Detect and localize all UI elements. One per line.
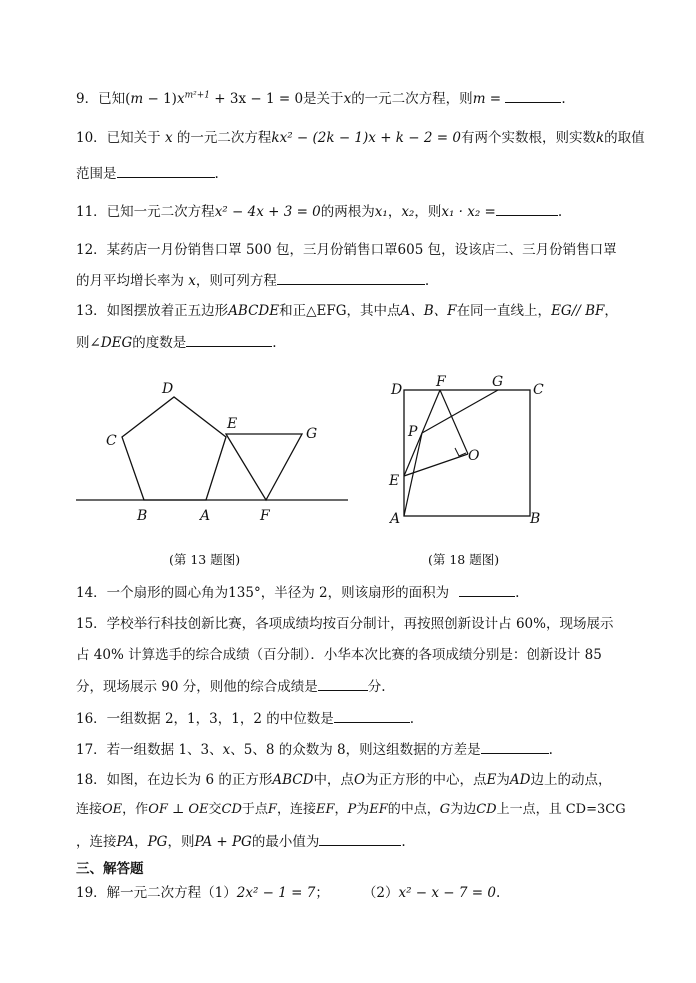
q18-ef: EF <box>315 802 335 817</box>
q10-text-c: 有两个实数根，则实数 <box>460 130 596 146</box>
q18-text-r: ，则 <box>167 834 195 850</box>
q9-paren: ( <box>125 91 131 107</box>
question-10 <box>76 128 645 148</box>
q18-o: O <box>353 772 366 788</box>
q18-f: F <box>267 802 277 817</box>
fig18-label-C: C <box>533 382 544 398</box>
q9-exponent: m²+1 <box>184 90 210 101</box>
q9-text: + 3x − 1 = 0是关于 <box>209 91 344 107</box>
q19-text-c: （2） <box>362 885 399 901</box>
question-15-line3 <box>76 676 386 697</box>
fig18-label-E: E <box>389 473 400 489</box>
q18-ad: AD <box>509 772 531 788</box>
q12-text-line1: 12．某药店一月份销售口罩 500 包，三月份销售口罩605 包，设该店二、三月份销售口罩 <box>76 242 617 258</box>
q18-perp: OF ⊥ OE <box>148 802 209 817</box>
q10-text-a: 10．已知关于 <box>76 130 165 146</box>
q15-line1: 15．学校举行科技创新比赛，各项成绩均按百分制计，再按照创新设计占 60%，现场展示 <box>76 616 614 632</box>
q17-answer-blank[interactable] <box>481 739 549 754</box>
question-13 <box>76 301 618 321</box>
q18-square: ABCD <box>272 772 314 788</box>
q18-text-s: 的最小值为 <box>251 834 320 850</box>
fig18-label-A: A <box>390 511 401 527</box>
q18-text-n: 为边 <box>450 802 477 817</box>
q12-end: . <box>424 273 430 289</box>
section-title-solve: 三、解答题 <box>76 861 144 877</box>
q18-pa: PA <box>116 834 135 850</box>
question-10-line2 <box>76 163 219 184</box>
q13-end: . <box>272 335 277 351</box>
q11-product: x₁ · x₂ = <box>441 204 496 220</box>
fig13-caption: (第 13 题图) <box>169 552 241 567</box>
q13-text-c: 在同一直线上， <box>456 303 552 319</box>
fig13-label-B: B <box>137 508 148 524</box>
q13-answer-blank[interactable] <box>186 332 272 347</box>
fig13-label-C: C <box>106 433 117 449</box>
q13-points: A、B、F <box>400 303 457 319</box>
q18-text-d: 为 <box>496 772 510 788</box>
question-18-line2 <box>76 800 626 820</box>
q15-answer-blank[interactable] <box>318 676 368 691</box>
q17-var-x: x <box>222 742 231 758</box>
fig13-triangle <box>226 434 302 500</box>
fig18-label-G: G <box>492 374 504 390</box>
q10-text-b: 的一元二次方程 <box>172 130 272 146</box>
q18-text-a: 18．如图，在边长为 6 的正方形 <box>76 772 273 788</box>
q18-text-b: 中，点 <box>313 772 354 788</box>
fig13-label-A: A <box>200 508 211 524</box>
q9-end: . <box>561 91 566 107</box>
q11-answer-blank[interactable] <box>496 201 558 216</box>
q15-line2: 占 40% 计算选手的综合成绩（百分制）．小华本次比赛的各项成绩分别是：创新设计 85 <box>76 647 602 663</box>
q9-var-m2: m <box>472 91 486 107</box>
q13-text-a: 13．如图摆放着正五边形 <box>76 303 229 319</box>
q9-answer-blank[interactable] <box>505 88 561 103</box>
q9-var-x2: x <box>343 91 352 107</box>
fig13-label-D: D <box>162 381 174 397</box>
q17-end: . <box>548 742 553 758</box>
q18-text-e: 边上的动点， <box>530 772 612 788</box>
q17-text-a: 17．若一组数据 1、3、 <box>76 742 223 758</box>
q18-p: P <box>347 802 357 817</box>
q10-text-d: 的取值 <box>604 130 645 146</box>
q18-cd2: CD <box>476 802 497 817</box>
q10-var-x: x <box>164 130 173 146</box>
q12-var-x: x <box>188 273 196 289</box>
q9-minus: − 1) <box>143 91 177 107</box>
q9-prefix: 9．已知 <box>76 91 126 107</box>
fig18-label-D: D <box>391 382 403 398</box>
q11-comma: ， <box>387 204 402 220</box>
q16-end: . <box>409 711 415 727</box>
q17-text-b: 、5、8 的众数为 8，则这组数据的方差是 <box>230 742 481 758</box>
q18-text-i: 于点 <box>241 802 268 817</box>
fig18-caption: (第 18 题图) <box>428 552 500 567</box>
q9-eq: = <box>485 91 506 107</box>
fig13-label-G: G <box>306 426 318 442</box>
fig18-label-P: P <box>408 424 418 440</box>
q18-text-g: ，作 <box>122 802 149 817</box>
q19-equation-1: 2x² − 1 = 7 <box>236 885 316 901</box>
question-11 <box>76 201 562 222</box>
q10-answer-blank[interactable] <box>117 163 215 178</box>
q13-angle: DEG <box>100 335 133 351</box>
question-18 <box>76 770 611 790</box>
q18-e: E <box>486 772 497 788</box>
q16-text: 16．一组数据 2，1，3，1，2 的中位数是 <box>76 711 334 727</box>
question-19 <box>76 883 500 903</box>
q10-equation: kx² − (2k − 1)x + k − 2 = 0 <box>271 130 461 146</box>
q18-text-j: ，连接 <box>276 802 316 817</box>
q18-end: . <box>401 834 406 850</box>
q13-pentagon: ABCDE <box>228 303 280 319</box>
q18-text-l: 为 <box>356 802 370 817</box>
fig18-segment-FO <box>440 390 468 454</box>
fig18-label-O: O <box>468 448 480 464</box>
q19-text-b: ； <box>315 885 329 901</box>
q12-text-b: ，则可列方程 <box>195 273 277 289</box>
q14-answer-blank[interactable] <box>459 582 515 597</box>
q18-ef2: EF <box>369 802 388 817</box>
q18-pg: PG <box>147 834 168 850</box>
q9-text2: 的一元二次方程，则 <box>351 91 473 107</box>
q9-var-x: x <box>176 91 185 107</box>
fig18-label-B: B <box>530 511 541 527</box>
q11-x1: x₁ <box>374 204 388 220</box>
question-15-line2 <box>76 645 602 665</box>
q15-line3-b: 分. <box>367 679 386 695</box>
q10-end: . <box>214 166 219 182</box>
fig18-segment-PG <box>422 390 498 433</box>
q19-text-a: 19．解一元二次方程（1） <box>76 885 237 901</box>
q19-equation-2: x² − x − 7 = 0 <box>398 885 496 901</box>
q14-text: 14．一个扇形的圆心角为135°，半径为 2，则该扇形的面积为 <box>76 585 450 601</box>
question-15 <box>76 614 613 634</box>
q14-end: . <box>515 585 520 601</box>
q18-text-k: ， <box>334 802 348 817</box>
q11-end: . <box>557 204 563 220</box>
q18-g: G <box>439 802 451 817</box>
q18-text-p: ，连接 <box>76 834 117 850</box>
q13-parallel: EG// BF <box>551 303 605 319</box>
q16-answer-blank[interactable] <box>334 708 410 723</box>
q18-sum: PA + PG <box>194 834 252 850</box>
q9-var-m: m <box>130 91 144 107</box>
question-13-line2 <box>76 332 277 353</box>
q18-text-q: ， <box>134 834 148 850</box>
q10-var-k: k <box>595 130 605 146</box>
q11-text-a: 11．已知一元二次方程 <box>76 204 215 220</box>
question-16 <box>76 708 414 729</box>
q18-oe: OE <box>102 802 123 817</box>
question-17 <box>76 739 553 760</box>
q12-answer-blank[interactable] <box>277 270 425 285</box>
q19-end: . <box>495 885 501 901</box>
q18-text-f: 连接 <box>76 802 103 817</box>
fig13-label-F: F <box>260 508 270 524</box>
q18-text-m: 的中点， <box>387 802 440 817</box>
q13-text-d: ， <box>604 303 618 319</box>
question-18-line3 <box>76 831 406 852</box>
q10-text-e: 范围是 <box>76 166 117 182</box>
question-14 <box>76 582 519 603</box>
q11-equation: x² − 4x + 3 = 0 <box>214 204 321 220</box>
q15-line3-a: 分，现场展示 90 分，则他的综合成绩是 <box>76 679 318 695</box>
q13-text-f: 的度数是 <box>132 335 187 351</box>
q11-text-b: 的两根为 <box>320 204 375 220</box>
q18-cd: CD <box>221 802 242 817</box>
q18-text-o: 上一点，且 CD=3CG <box>496 802 626 817</box>
figure-18 <box>384 370 554 535</box>
q18-text-c: 为正方形的中心，点 <box>365 772 487 788</box>
fig18-label-F: F <box>436 374 446 390</box>
question-12 <box>76 240 617 260</box>
q12-text-a: 的月平均增长率为 <box>76 273 189 289</box>
q13-text-b: 和正△EFG，其中点 <box>279 303 401 319</box>
q18-answer-blank[interactable] <box>319 831 401 846</box>
figure-13 <box>70 370 360 530</box>
fig13-pentagon <box>122 397 226 500</box>
q13-text-e: 则∠ <box>76 335 101 351</box>
fig13-label-E: E <box>227 416 238 432</box>
q18-text-h: 交 <box>208 802 222 817</box>
question-12-line2 <box>76 270 429 291</box>
question-9 <box>76 88 566 109</box>
q11-x2: x₂ <box>401 204 415 220</box>
q11-text-c: ，则 <box>414 204 442 220</box>
